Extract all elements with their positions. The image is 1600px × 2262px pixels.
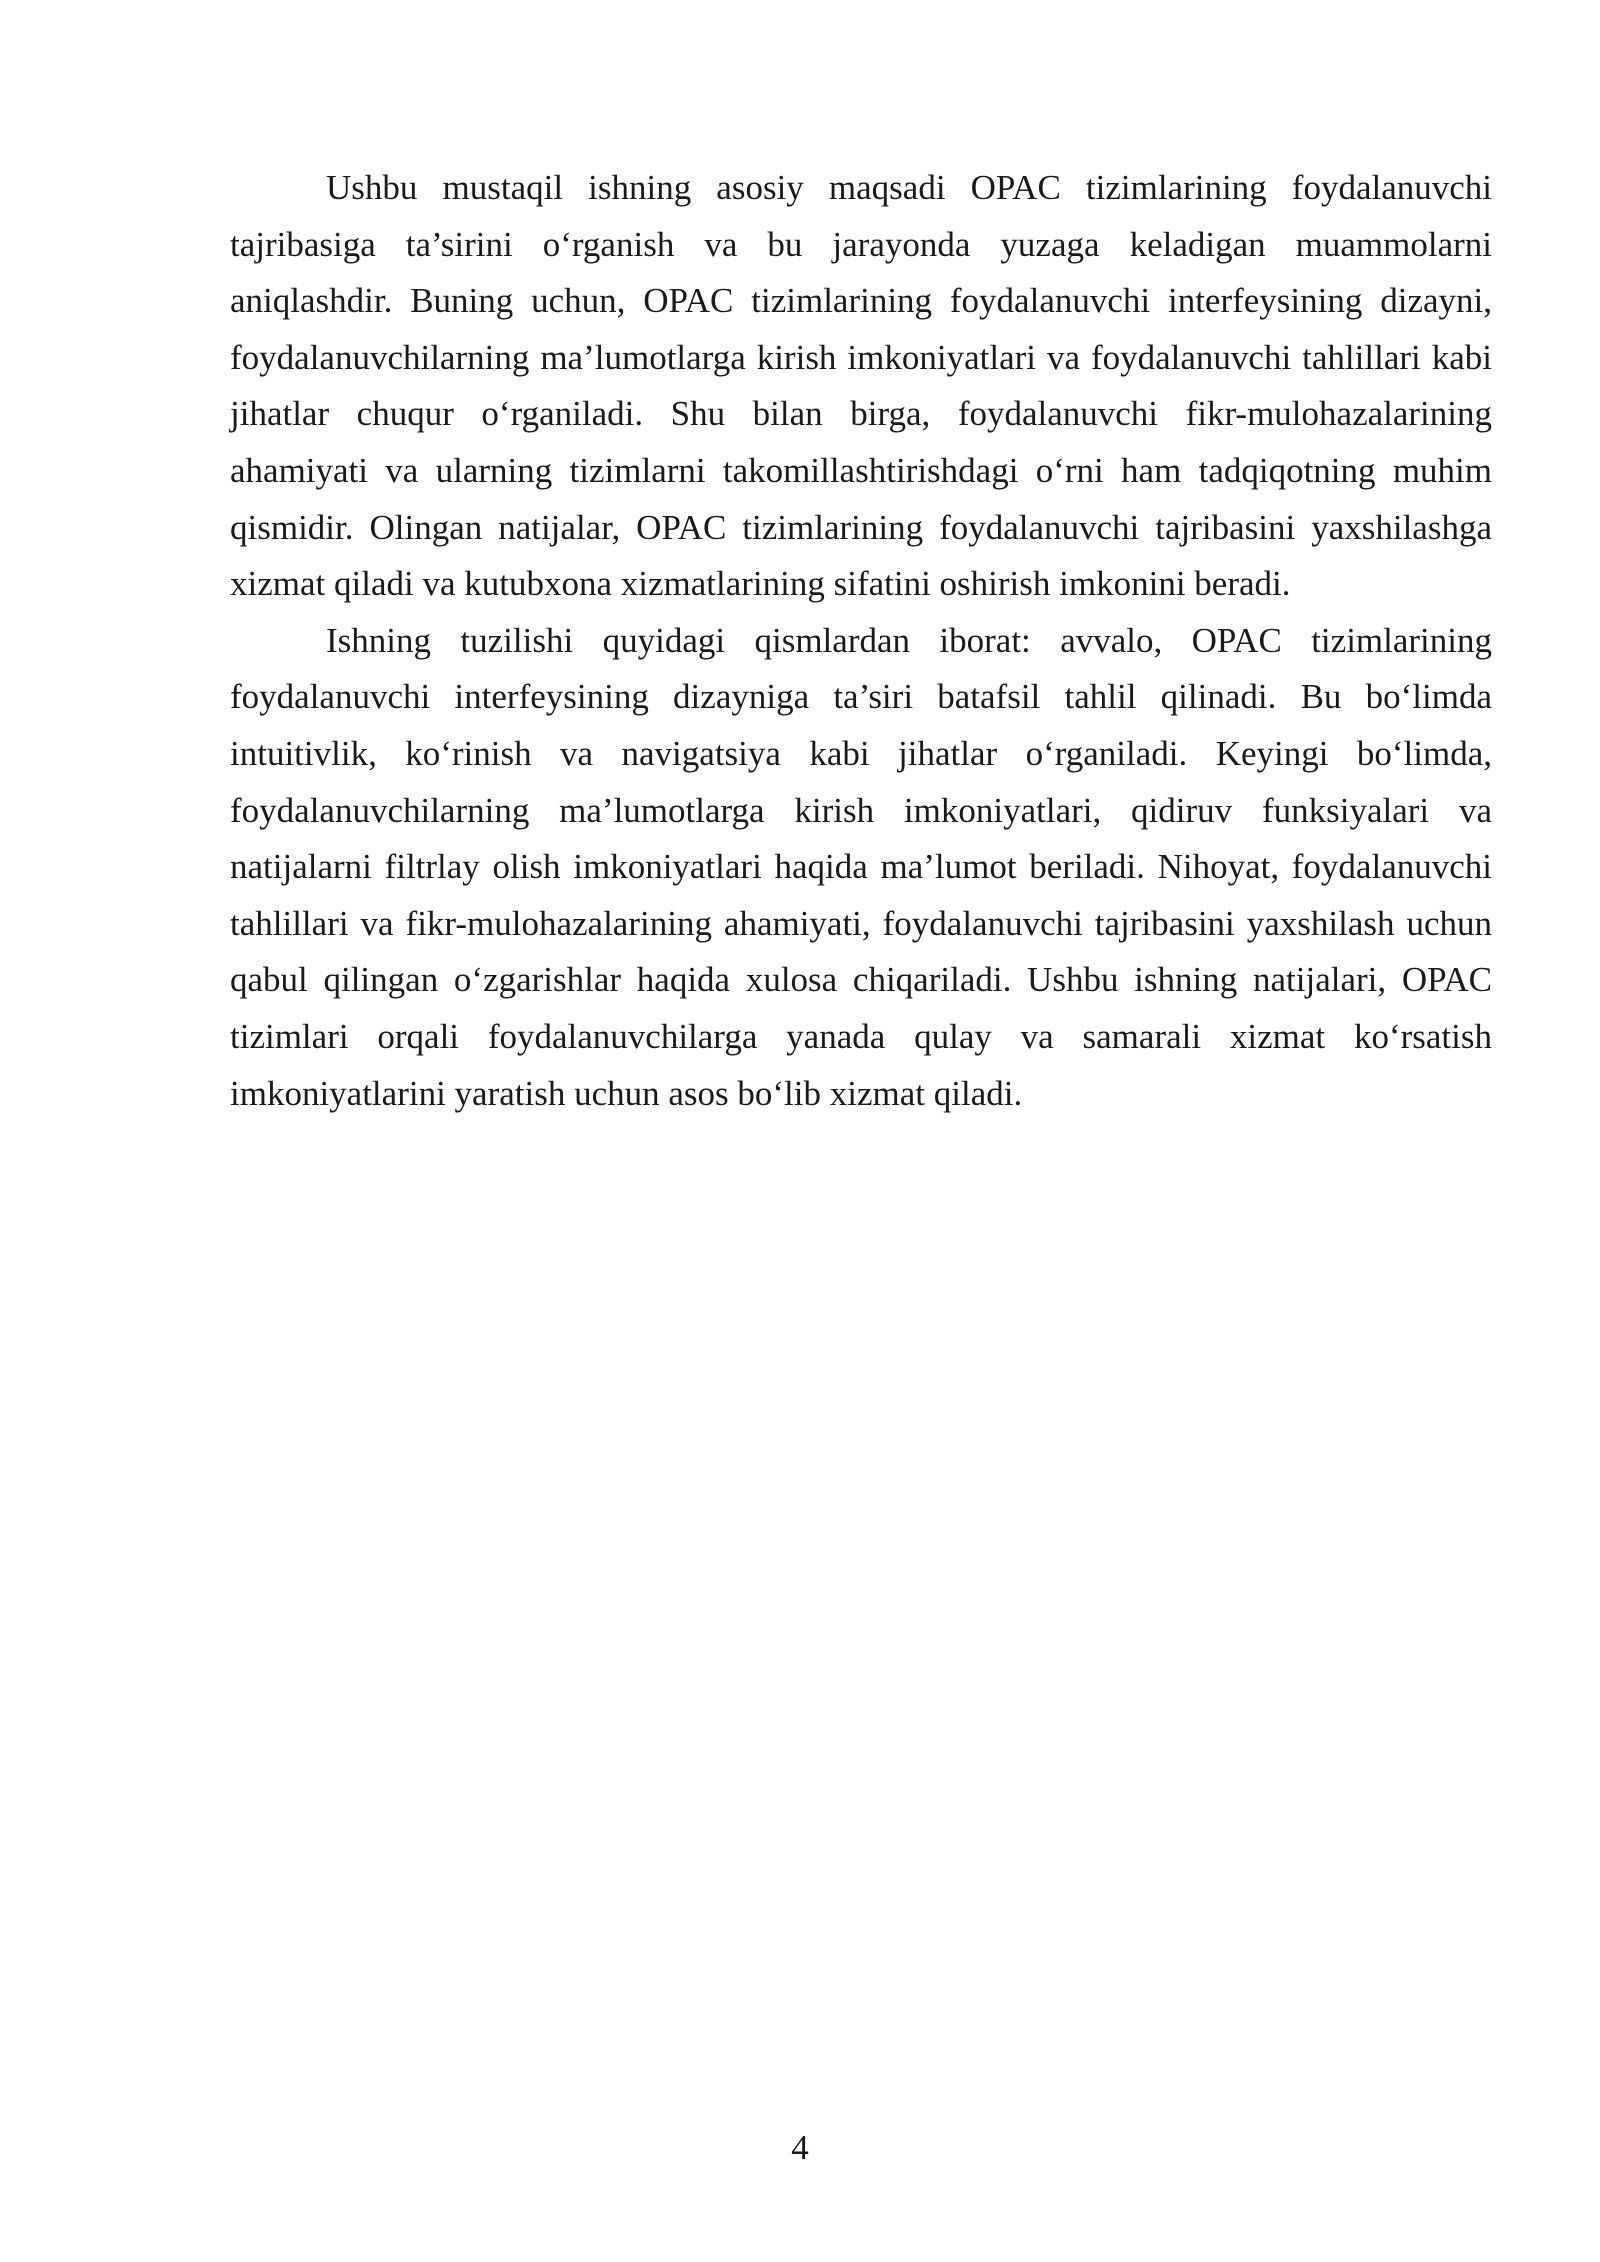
body-text [230,160,1492,1122]
paragraph-structure: Ishning tuzilishi quyidagi qismlardan iborat: avvalo, OPAC tizimlarining foydalanuvchi interfeysining dizayniga ta’siri batafsil tahlil qilinadi. Bu bo‘limda intuitivlik, ko‘rinish va navigatsiya kabi jihatlar o‘rganiladi. Keyingi bo‘limda, foydalanuvchilarning ma’lumotlarga kirish imkoniyatlari, qidiruv funksiyalari va natijalarni filtrlay olish imkoniyatlari haqida ma’lumot beriladi. Nihoyat, foydalanuvchi tahlillari va fikr-mulohazalarining ahamiyati, foydalanuvchi tajribasini yaxshilash uchun qabul qilingan o‘zgarishlar haqida xulosa chiqariladi. Ushbu ishning natijalari, OPAC tizimlari orqali foydalanuvchilarga yanada qulay va samarali xizmat ko‘rsatish imkoniyatlarini yaratish uchun asos bo‘lib xizmat qiladi. [230,620,1492,1113]
page-number: 4 [791,2128,809,2167]
paragraph-purpose: Ushbu mustaqil ishning asosiy maqsadi OPAC tizimlarining foydalanuvchi tajribasiga ta’sirini o‘rganish va bu jarayonda yuzaga keladigan muammolarni aniqlashdir. Buning uchun, OPAC tizimlarining foydalanuvchi interfeysining dizayni, foydalanuvchilarning ma’lumotlarga kirish imkoniyatlari va foydalanuvchi tahlillari kabi jihatlar chuqur o‘rganiladi. Shu bilan birga, foydalanuvchi fikr-mulohazalarining ahamiyati va ularning tizimlarni takomillashtirishdagi o‘rni ham tadqiqotning muhim qismidir. Olingan natijalar, OPAC tizimlarining foydalanuvchi tajribasini yaxshilashga xizmat qiladi va kutubxona xizmatlarining sifatini oshirish imkonini beradi. [230,168,1492,604]
